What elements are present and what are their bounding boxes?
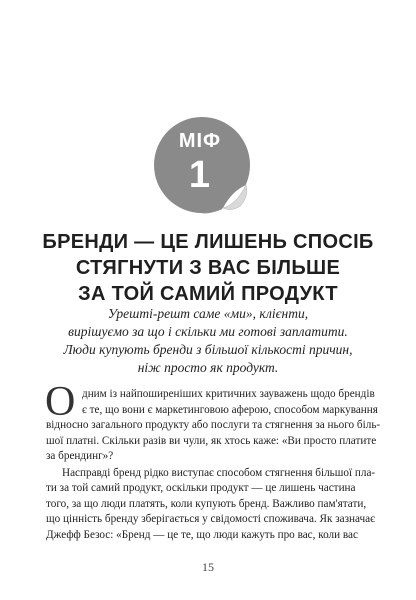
paragraph-1 [45, 379, 381, 465]
paragraph-2 [46, 466, 376, 544]
paragraph-line: дним із найпоширеніших критичних зауважень щодо брендів [82, 388, 375, 400]
paragraph-line: є те, що вони є маркетинговою аферою, способом маркування [82, 403, 378, 416]
heading-line: СТЯГНУТИ З ВАС БІЛЬШЕ [75, 257, 341, 279]
drop-cap: О [45, 379, 76, 425]
paragraph-line: за брендинг»? [46, 450, 114, 462]
badge-word: МІФ [178, 130, 222, 152]
heading-line: БРЕНДИ — ЦЕ ЛИШЕНЬ СПОСІБ [42, 231, 374, 253]
chapter-heading [30, 229, 386, 307]
epigraph-line: ніж просто як продукт. [137, 360, 279, 375]
heading-line: ЗА ТОЙ САМИЙ ПРОДУКТ [78, 283, 338, 305]
paragraph-line: ти за той самий продукт, оскільки продукт — це лишень частина [46, 482, 356, 494]
paragraph-line: Насправді бренд рідко виступає способом стягнення більшої пла- [62, 466, 376, 479]
badge-number: 1 [188, 154, 212, 196]
paragraph-line: що цінність бренду зберігається у свідомості споживача. Як зазначає [46, 513, 375, 525]
myth-badge [150, 113, 262, 225]
epigraph [40, 305, 376, 377]
paragraph-line: шої платні. Скільки разів ви чули, як хтось каже: «Ви просто платите [46, 434, 377, 447]
epigraph-line: вирішуємо за що і скільки ми готові заплатити. [68, 324, 348, 339]
paragraph-line: Джефф Безос: «Бренд — це те, що люди кажуть про вас, коли вас [46, 528, 358, 541]
paragraph-line: того, за що люди платять, коли купують бренд. Важливо пам'ятати, [46, 497, 367, 510]
body-text [45, 379, 381, 543]
epigraph-line: Люди купують бренди з більшої кількості причин, [63, 342, 353, 357]
badge-label [150, 129, 250, 197]
epigraph-line: Урешті-решт саме «ми», клієнти, [107, 306, 309, 321]
page-number: 15 [202, 560, 214, 574]
paragraph-line: відносно загального продукту або послуги та стягнення за нього біль- [46, 419, 381, 431]
